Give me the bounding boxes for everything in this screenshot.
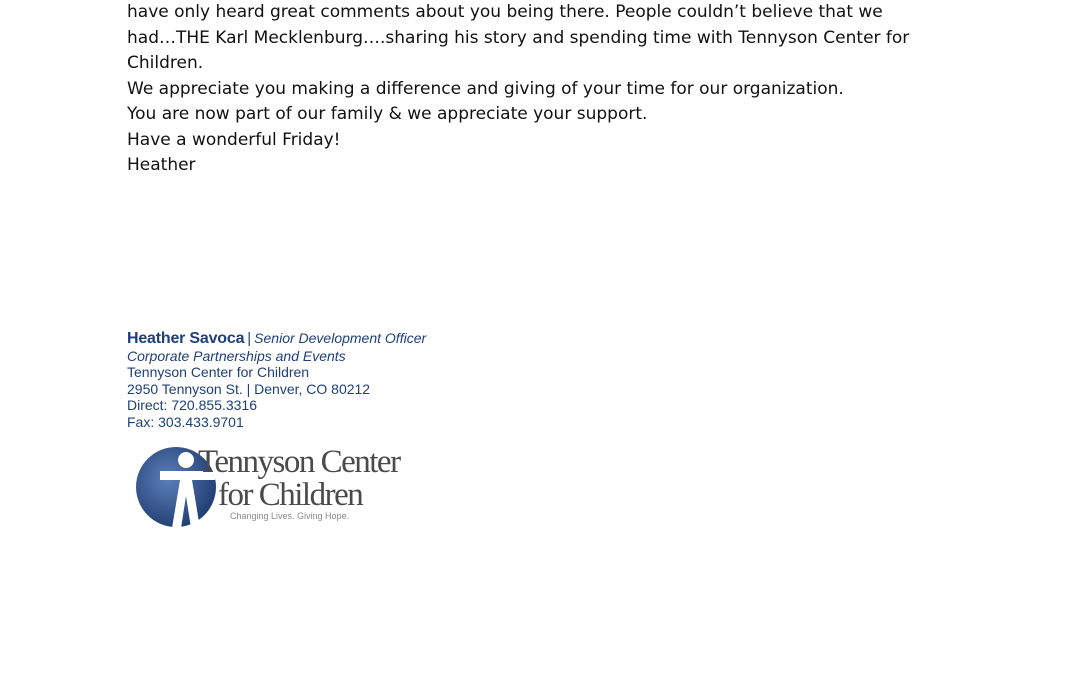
paragraph-line: You are now part of our family & we appreciate your support.	[127, 104, 648, 124]
paragraph-line: have only heard great comments about you being there. People couldn’t believe that we	[127, 2, 883, 22]
paragraph-family	[127, 102, 947, 128]
logo-line-2: for Children	[218, 477, 363, 513]
signature-title: Senior Development Officer	[254, 330, 427, 346]
signature-department: Corporate Partnerships and Events	[127, 347, 346, 364]
signature-address: 2950 Tennyson St. | Denver, CO 80212	[127, 380, 371, 397]
logo-line-1: Tennyson Center	[198, 444, 400, 480]
logo-tagline: Changing Lives. Giving Hope.	[230, 511, 350, 521]
signature-organization: Tennyson Center for Children	[127, 364, 310, 380]
organization-logo	[136, 440, 426, 540]
signature-direct-phone: Direct: 720.855.3316	[127, 397, 257, 413]
paragraph-line: Children.	[127, 53, 204, 73]
tennyson-logo-icon	[136, 440, 426, 540]
paragraph-line: had…THE Karl Mecklenburg….sharing his story and spending time with Tennyson Center for	[127, 27, 910, 48]
signature-separator: |	[247, 330, 252, 347]
email-body	[127, 0, 947, 179]
paragraph-appreciation	[127, 77, 947, 103]
sender-name: Heather	[127, 155, 196, 175]
email-signature	[127, 330, 547, 430]
paragraph-comments	[127, 0, 947, 77]
paragraph-line: We appreciate you making a difference and giving of your time for our organization.	[127, 78, 844, 99]
signature-header	[127, 330, 547, 348]
signature-name: Heather Savoca	[127, 330, 245, 347]
closing-line: Have a wonderful Friday!	[127, 129, 341, 150]
signature-fax: Fax: 303.433.9701	[127, 413, 244, 430]
closing	[127, 128, 947, 179]
